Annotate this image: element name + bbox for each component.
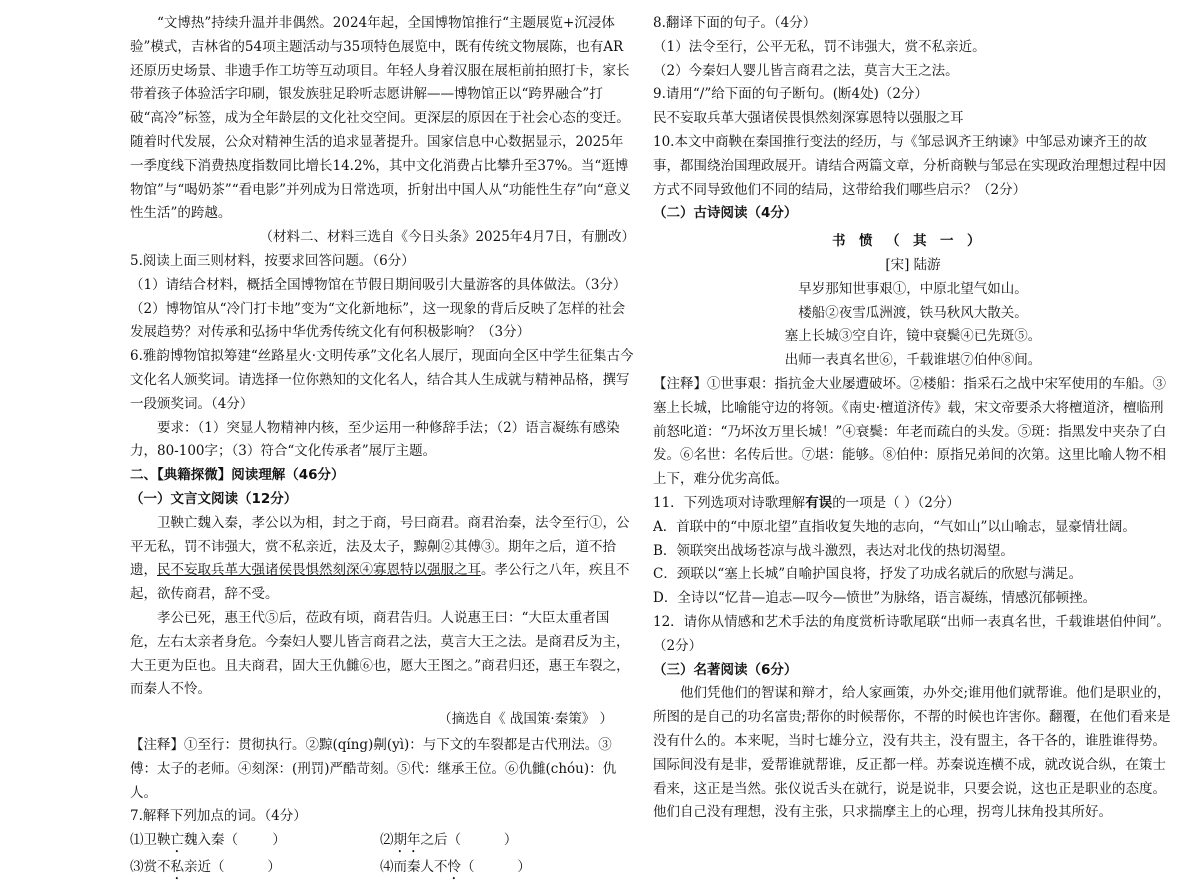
question-11-option-b: B．领联突出战场苍凉与战斗激烈，表达对北伐的热切渴望。 [653, 542, 1014, 559]
question-9-text: 民不妄取兵革大强诸侯畏惧然刻深寡恩特以强服之耳 [653, 110, 964, 127]
material-three-paragraph: “文博热”持续升温并非偶然。2024年起，全国博物馆推行“主题展览+沉浸体验”模式，吉林省的54项主题活动与35项特色展览中，既有传统文物展陈，也有AR还原历史场景、非遗手作工坊等互动项目。年轻人身着汉服在展柜前拍照打卡，家长带着孩子体验活字印刷，银发族驻足聆听志愿讲解——博物馆正以“跨界融合”打破“高冷”标签，成为全年龄层的文化社交空间。更深层的原因在于社会心态的变迁。随着时代发展，公众对精神生活的追求显著提升。国家信息中心数据显示，2025年一季度线下消费热度指数同比增长14.2%，其中文化消费占比攀升至37%。当“逛博物馆”与“喝奶茶”“看电影”并列成为日常选项，折射出中国人从“功能性生存”向“意义性生活”的跨越。 [130, 15, 631, 222]
poem-line: 楼船②夜雪瓜洲渡，铁马秋风大散关。 [798, 304, 1028, 321]
question-7-item-2: ⑵期年之后（ ） [380, 832, 518, 849]
question-5-part-1: （1）请结合材料，概括全国博物馆在节假日期间吸引大量游客的具体做法。（3分） [130, 276, 627, 293]
passage-text: 卫鞅亡魏入秦，孝公以为相，封之于商，号曰商君。商君治秦，法令至行①，公平无私，罚不讳强大，赏不私亲近，法及太子，黥劓②其傅③。期年之后，道不拾遗， [130, 514, 630, 579]
classical-passage-paragraph-2: 孝公已死，惠王代⑤后，莅政有顷，商君告归。人说惠王曰：“大臣太重者国危，左右太亲者身危。今秦妇人婴儿皆言商君之法，莫言大王之法。是商君反为主，大王更为臣也。且夫商君，固大王仇雠⑥也，愿大王图之。”商君归还，惠王车裂之，而秦人不怜。 [130, 609, 630, 698]
passage-text: 。孝公行之八年，疾且不起，欲传商君，辞不受。 [130, 562, 630, 603]
question-8-stem: 8.翻译下面的句子。（4分） [653, 15, 817, 31]
question-8-part-2: （2）今秦妇人婴儿皆言商君之法，莫言大王之法。 [653, 62, 959, 79]
question-5-stem: 5.阅读上面三则材料，按要求回答问题。（6分） [130, 252, 415, 269]
question-6-stem: 6.雅韵博物馆拟筹建“丝路星火·文明传承”文化名人展厅，现面向全区中学生征集古今文化名人颁奖词。请选择一位你熟知的文化名人，结合其人生成就与精神品格，撰写一段颁奖词。（4分） [130, 348, 634, 412]
poem-author: [宋] 陆游 [885, 256, 941, 273]
question-11-option-d: D．全诗以“忆昔—追志—叹今—愤世”为脉络，语言凝练，情感沉郁顿挫。 [653, 590, 1097, 607]
poem-line: 塞上长城③空自许，镜中衰鬓④已先斑⑤。 [784, 328, 1042, 345]
question-7-item-3: ⑶赏不私亲近（ ） [130, 859, 281, 876]
question-5-part-2: （2）博物馆从“冷门打卡地”变为“文化新地标”，这一现象的背后反映了怎样的社会发展趋势？对传承和弘扬中华优秀传统文化有何积极影响？（3分） [130, 300, 626, 341]
poem-line: 早岁那知世事艰①，中原北望气如山。 [798, 280, 1028, 297]
material-source-note: （材料二、材料三选自《今日头条》2025年4月7日，有删改） [259, 229, 635, 246]
section-2-title: 二、【典籍探微】阅读理解（46分） [130, 467, 345, 484]
right-column [653, 12, 1173, 825]
left-column [130, 12, 635, 883]
classical-chinese-subtitle: （一）文言文阅读（12分） [130, 490, 298, 507]
question-11-option-c: C．颈联以“塞上长城”自喻护国良将，抒发了功成名就后的欣慰与满足。 [653, 566, 1083, 583]
ancient-poetry-subtitle: （二）古诗阅读（4分） [653, 205, 798, 222]
question-6-requirements: 要求：（1）突显人物精神内核，至少运用一种修辞手法；（2）语言凝练有感染力，80-100字；（3）符合“文化传承者”展厅主题。 [130, 419, 620, 460]
emphasis-wrong: 有误 [805, 494, 833, 511]
classic-works-subtitle: （三）名著阅读（6分） [653, 661, 798, 678]
question-7-stem: 7.解释下列加点的词。（4分） [130, 808, 307, 825]
poem-notes: 【注释】①世事艰：指抗金大业屡遭破坏。②楼船：指采石之战中宋军使用的车船。③塞上长城，比喻能守边的将领。《南史·檀道济传》载，宋文帝要杀大将檀道济，檀临刑前怒叱道：“乃坏汝万里长城！”④衰鬓：年老而疏白的头发。⑤斑：指黑发中夹杂了白发。⑥名世：名传后世。⑦堪：能够。⑧伯仲：原指兄弟间的次第。这里比喻人物不相上下，难分优劣高低。 [653, 375, 1167, 488]
question-11-stem: 11．下列选项对诗歌理解有误的一项是（ ）（2分） [653, 494, 960, 511]
classical-passage-paragraph-1 [130, 512, 635, 607]
classical-passage-notes: 【注释】①至行：贯彻执行。②黥(qíng)劓(yì)：与下文的车裂都是古代刑法。③傅：太子的老师。④刻深：(刑罚)严酷苛刻。⑤代：继承王位。⑥仇雠(chóu)：仇人。 [130, 736, 617, 801]
question-11-option-a: A．首联中的“中原北望”直指收复失地的志向，“气如山”以山喻志，显豪情壮阔。 [653, 518, 1136, 535]
question-7-item-1: ⑴卫鞅亡魏入秦（ ） [130, 832, 286, 849]
poem-title: 书愤（其一） [832, 233, 994, 250]
question-9-stem: 9.请用“/”给下面的句子断句。(断4处)（2分） [653, 86, 928, 103]
question-10: 10.本文中商鞅在秦国推行变法的经历，与《邹忌讽齐王纳谏》中邹忌劝谏齐王的故事，都围绕治国理政展开。请结合两篇文章，分析商鞅与邹忌在实现政治理想过程中因方式不同导致他们不同的结局，这带给我们哪些启示？（2分） [653, 133, 1166, 198]
underlined-sentence: 民不妄取兵革大强诸侯畏惧然刻深④寡恩特以强服之耳 [157, 562, 481, 579]
poem-line: 出师一表真名世⑥，千载谁堪⑦伯仲⑧间。 [784, 352, 1042, 369]
question-7-item-4: ⑷而秦人不怜（ ） [380, 859, 531, 876]
question-7-items [130, 829, 635, 883]
question-12: 12．请你从情感和艺术手法的角度赏析诗歌尾联“出师一表真名世，千载谁堪伯仲间”。（2分） [653, 613, 1170, 654]
classic-works-paragraph: 他们凭他们的智谋和辩才，给人家画策，办外交;谁用他们就帮谁。他们是职业的，所图的是自己的功名富贵;帮你的时候帮你，不帮的时候也许害你。翻覆，在他们看来是没有什么的。本来呢，当时七雄分立，没有共主，没有盟主，各干各的，谁胜谁得势。国际间没有是非，爱帮谁就帮谁，反正都一样。苏秦说连横不成，就改说合纵，在策士看来，这正是当然。张仪说舌头在就行，说是说非，只要会说，这也正是职业的态度。他们自己没有理想，没有主张，只求揣摩主上的心理，拐弯儿抹角投其所好。 [653, 685, 1171, 821]
question-8-part-1: （1）法令至行，公平无私，罚不讳强大，赏不私亲近。 [653, 38, 986, 55]
classical-passage-source: （摘选自《 战国策·秦策》 ） [438, 711, 613, 728]
